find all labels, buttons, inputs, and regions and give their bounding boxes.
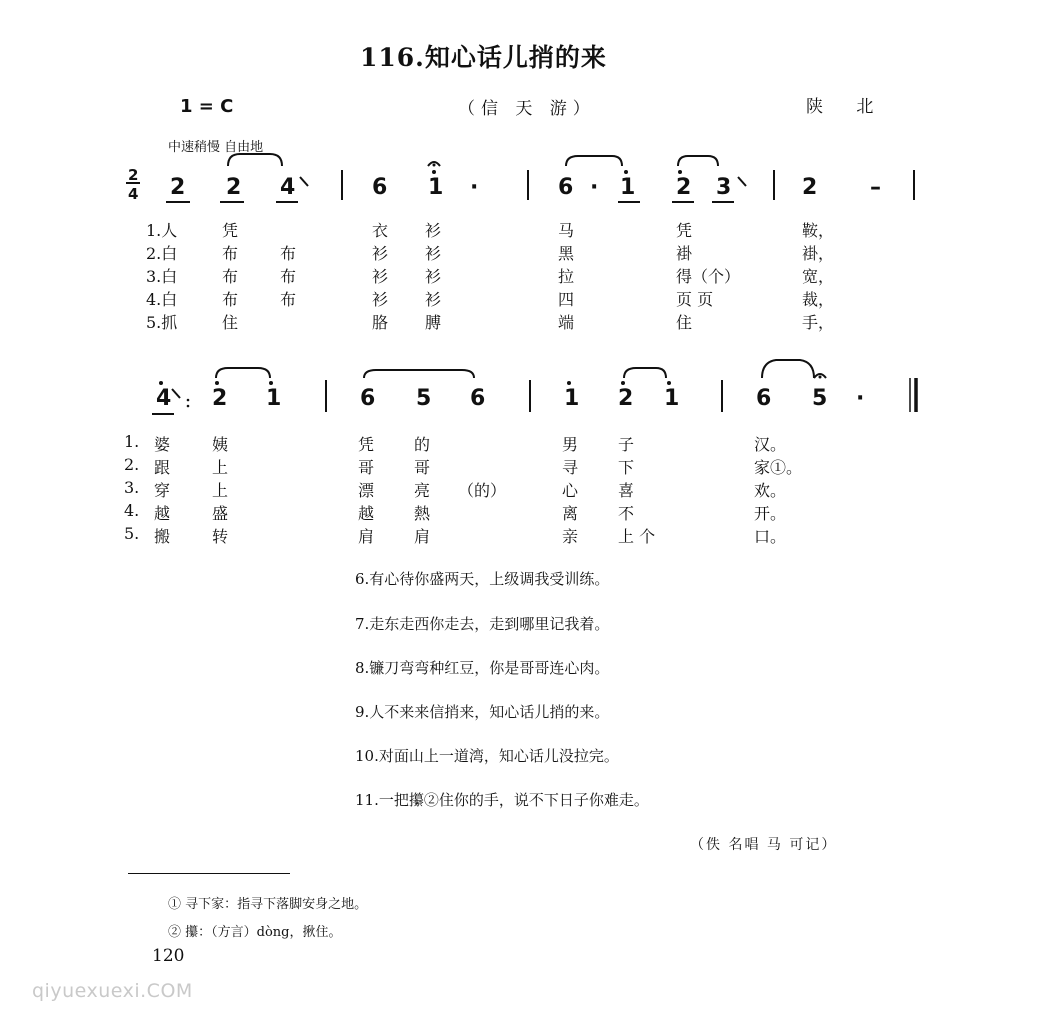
lyric: 衫 <box>372 244 389 263</box>
lyric: 3.白 <box>146 267 178 286</box>
lyric: 5. <box>124 524 140 543</box>
note-dot: · <box>470 175 479 200</box>
lyric: 布 <box>280 267 297 286</box>
note-dot: · <box>590 175 599 200</box>
lyric: 肩 <box>414 527 431 546</box>
note: 1 <box>266 386 282 411</box>
credit-line: （佚 名唱 马 可记） <box>690 837 838 853</box>
lyric: 口。 <box>754 527 787 546</box>
colon-dot <box>187 405 190 408</box>
note: 6 <box>756 386 772 411</box>
lyric: 1. <box>124 432 140 451</box>
lyric: 衫 <box>425 290 442 309</box>
lyric: 家①。 <box>754 458 803 477</box>
lyric: 拉 <box>558 267 575 286</box>
note: 5 <box>416 386 432 411</box>
octave-dot <box>667 381 671 385</box>
octave-dot <box>624 170 628 174</box>
lyric: 端 <box>558 313 575 332</box>
lyric: 凭 <box>222 221 239 240</box>
lyric: 哥 <box>414 458 431 477</box>
lyric: 离 <box>562 504 579 523</box>
lyric: 上 <box>212 481 229 500</box>
song-genre: （信 天 游） <box>458 99 596 119</box>
song-region: 陕 北 <box>806 97 888 117</box>
lyric: 裁， <box>802 290 835 309</box>
note: 1 <box>428 175 444 200</box>
lyric: 开。 <box>754 504 787 523</box>
lyric: 不 <box>618 504 635 523</box>
footnote: ② 攥：（方言）dòng，揪住。 <box>168 925 342 940</box>
lyric: 布 <box>222 244 239 263</box>
lyric: 住 <box>222 313 239 332</box>
lyric: 寻 <box>562 458 579 477</box>
note: 6 <box>470 386 486 411</box>
lyric: 布 <box>280 290 297 309</box>
lyric: 得（个） <box>676 267 741 286</box>
lyric: 黑 <box>558 244 575 263</box>
note: 6 <box>360 386 376 411</box>
note: 2 <box>212 386 228 411</box>
verse-line: 7.走东走西你走去，走到哪里记我着。 <box>355 615 610 633</box>
lyric: 上 <box>212 458 229 477</box>
lyric: 凭 <box>358 435 375 454</box>
watermark-logo: qiyuexuexi.COM <box>32 980 193 1002</box>
verse-line: 8.镰刀弯弯种红豆，你是哥哥连心肉。 <box>355 659 610 677</box>
note: 4 <box>156 386 172 411</box>
lyric: 漂 <box>358 481 375 500</box>
slur <box>678 156 718 166</box>
lyric: 衫 <box>425 221 442 240</box>
lyric: 衣 <box>372 221 389 240</box>
lyric: 汉。 <box>754 435 787 454</box>
lyric: 衫 <box>372 290 389 309</box>
lyric: 宽， <box>802 267 835 286</box>
time-signature-top: 2 <box>128 166 139 184</box>
note: 4 <box>280 175 296 200</box>
lyric: 亲 <box>562 527 579 546</box>
lyric: 男 <box>562 435 579 454</box>
lyric: 搬 <box>154 527 171 546</box>
lyric: 哥 <box>358 458 375 477</box>
note: 1 <box>664 386 680 411</box>
lyric: 胳 <box>372 313 389 332</box>
lyric: 越 <box>154 504 171 523</box>
octave-dot <box>621 381 625 385</box>
octave-dot <box>678 170 682 174</box>
lyric: 肩 <box>358 527 375 546</box>
lyric: 转 <box>212 527 229 546</box>
lyric: 2. <box>124 455 140 474</box>
octave-dot <box>269 381 273 385</box>
note: 5 <box>812 386 828 411</box>
slur <box>216 368 270 378</box>
lyric: 住 <box>676 313 693 332</box>
octave-dot <box>567 381 571 385</box>
lyric: 膊 <box>425 313 442 332</box>
slur <box>566 156 622 166</box>
lyric: 四 <box>558 290 575 309</box>
lyric: 4.白 <box>146 290 178 309</box>
lyric: 盛 <box>212 504 229 523</box>
lyric: 上 个 <box>618 527 656 546</box>
lyric: 布 <box>222 290 239 309</box>
note: 6 <box>372 175 388 200</box>
note: 2 <box>676 175 692 200</box>
octave-dot <box>432 170 436 174</box>
note: 6 <box>558 175 574 200</box>
note: 2 <box>170 175 186 200</box>
note: 2 <box>226 175 242 200</box>
slur <box>364 370 474 378</box>
tempo-marking: 中速稍慢 自由地 <box>168 140 264 155</box>
lyric: 褂 <box>676 244 693 263</box>
lyric: 熱 <box>414 504 431 523</box>
note: 2 <box>618 386 634 411</box>
lyric: 3. <box>124 478 140 497</box>
lyric: 褂， <box>802 244 835 263</box>
fermata-dot <box>433 164 436 167</box>
note: 3 <box>716 175 732 200</box>
lyric: 的 <box>414 435 431 454</box>
slur <box>624 368 666 378</box>
lyric: 子 <box>618 435 635 454</box>
lyric: 亮 <box>414 481 431 500</box>
octave-dot <box>159 381 163 385</box>
lyric: 下 <box>618 458 635 477</box>
time-signature-bottom: 4 <box>128 185 139 203</box>
verse-line: 6.有心待你盛两天，上级调我受训练。 <box>355 570 610 588</box>
verse-line: 11.一把攥②住你的手，说不下日子你难走。 <box>355 791 649 809</box>
lyric: 衫 <box>425 244 442 263</box>
lyric: 鞍， <box>802 221 835 240</box>
breath-mark <box>738 177 746 186</box>
lyric: 越 <box>358 504 375 523</box>
fermata-dot <box>819 376 822 379</box>
colon-dot <box>187 399 190 402</box>
lyric: 布 <box>280 244 297 263</box>
breath-mark <box>300 177 308 186</box>
lyric: （的） <box>458 481 507 500</box>
lyric: 穿 <box>154 481 171 500</box>
page-number: 120 <box>152 946 185 966</box>
verse-line: 9.人不来来信捎来，知心话儿捎的来。 <box>355 703 610 721</box>
song-title: 116.知心话儿捎的来 <box>360 43 607 72</box>
key-signature: 1 = C <box>180 96 234 117</box>
verse-line: 10.对面山上一道湾，知心话儿没拉完。 <box>355 747 619 765</box>
slur <box>228 154 282 166</box>
note: 1 <box>620 175 636 200</box>
lyric: 手， <box>802 313 835 332</box>
lyric: 衫 <box>372 267 389 286</box>
note-dot: · <box>856 386 865 411</box>
lyric: 婆 <box>154 435 171 454</box>
lyric: 2.白 <box>146 244 178 263</box>
slur <box>762 360 814 378</box>
lyric: 布 <box>222 267 239 286</box>
note-extend: – <box>870 175 881 200</box>
lyric: 5.抓 <box>146 313 178 332</box>
lyric: 4. <box>124 501 140 520</box>
lyric: 1.人 <box>146 221 178 240</box>
octave-dot <box>215 381 219 385</box>
lyric: 欢。 <box>754 481 787 500</box>
lyric: 姨 <box>212 435 229 454</box>
note: 2 <box>802 175 818 200</box>
lyric: 凭 <box>676 221 693 240</box>
lyric: 页 页 <box>676 290 714 309</box>
lyric: 跟 <box>154 458 171 477</box>
lyric: 衫 <box>425 267 442 286</box>
lyric: 心 <box>562 481 579 500</box>
lyric: 马 <box>558 221 575 240</box>
note: 1 <box>564 386 580 411</box>
lyric: 喜 <box>618 481 635 500</box>
footnote: ① 寻下家：指寻下落脚安身之地。 <box>168 897 368 912</box>
breath-mark <box>172 389 180 398</box>
